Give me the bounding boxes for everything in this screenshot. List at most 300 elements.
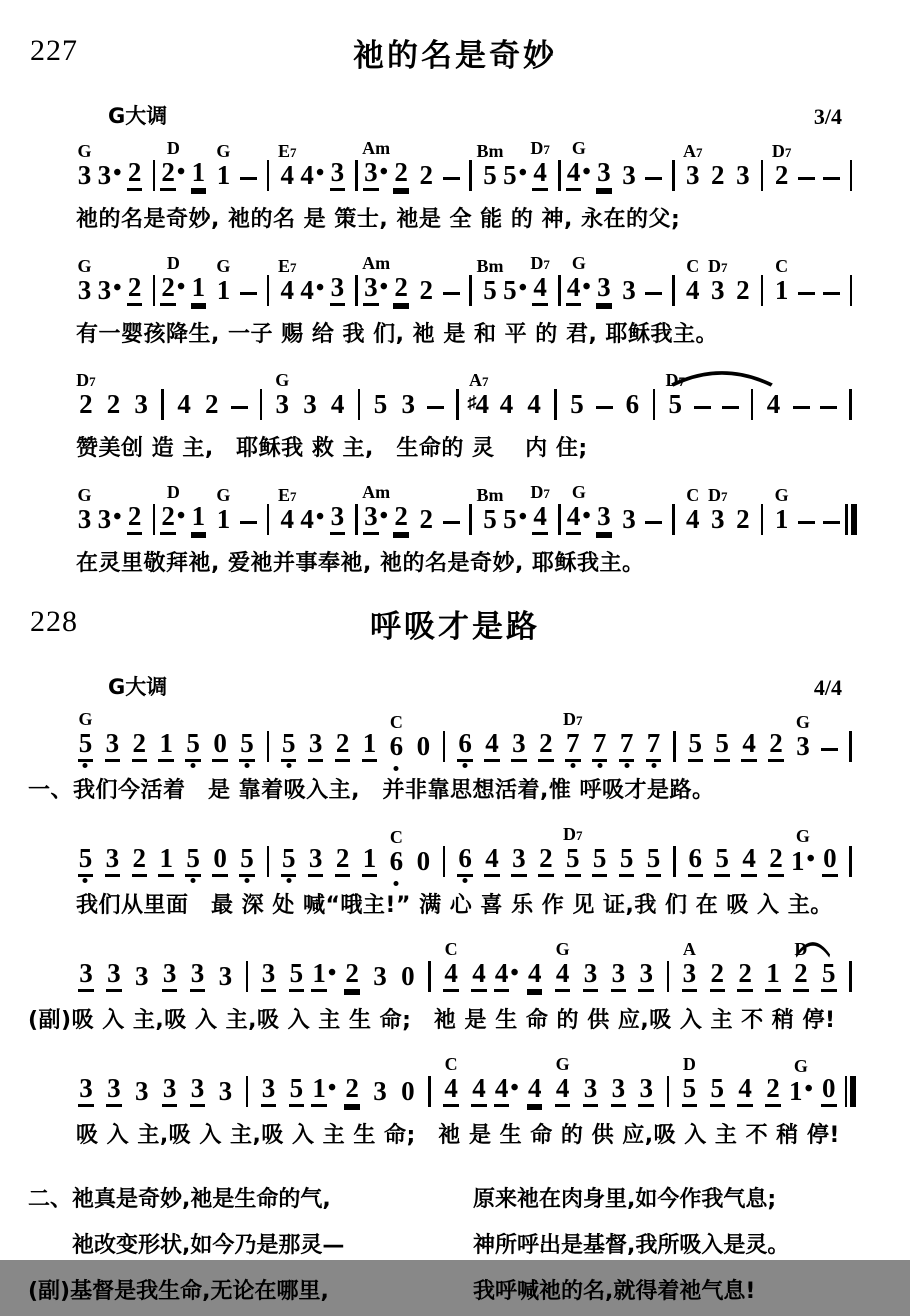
note: 6 (452, 730, 479, 762)
chord-label: C (775, 256, 789, 276)
dotted-note-dot: • (315, 160, 325, 186)
note: C 1 (774, 256, 789, 305)
note: 3 (134, 389, 148, 419)
note: 3 (302, 845, 329, 877)
note: 1 (759, 960, 787, 992)
note: 3 (622, 160, 636, 190)
hymn-title: 呼吸才是路 (370, 609, 540, 645)
chord-label: G (571, 138, 586, 158)
note: 2 (711, 160, 725, 190)
note: 3 (99, 730, 126, 762)
barline (844, 275, 858, 306)
low-octave-dot (191, 878, 196, 883)
note: G 4 • (566, 274, 591, 306)
music-system (0, 249, 910, 348)
dotted-note-dot: • (582, 274, 591, 300)
note: 5 (815, 960, 843, 992)
dash-continuation (641, 521, 666, 535)
verse-line: 二、祂真是奇妙,祂是生命的气, (28, 1187, 331, 1212)
dotted-note-dot: • (510, 1075, 519, 1101)
note: 2 (736, 275, 750, 305)
dash-mark (823, 521, 840, 524)
note: E7 4 (278, 485, 297, 534)
note: C 4 (686, 256, 700, 305)
chord-label: G (77, 141, 92, 161)
dash-continuation (787, 406, 815, 420)
note: D7 4 (528, 274, 553, 306)
dash-mark (443, 292, 460, 295)
dotted-note-dot: • (518, 275, 527, 301)
notation-line (72, 478, 858, 544)
chord-label: Am (362, 138, 391, 158)
chord-label: D7 (563, 824, 583, 844)
dotted-note-dot: • (176, 503, 186, 529)
note: 1 • (310, 960, 338, 992)
note: C 6 (383, 733, 410, 762)
dash-continuation (439, 177, 464, 191)
note: 3 (72, 1075, 100, 1107)
barline (147, 275, 161, 306)
low-octave-dot (286, 763, 291, 768)
dotted-note-dot: • (379, 503, 389, 529)
chord-label: G (555, 1054, 570, 1074)
note: G 1 • (788, 1056, 813, 1106)
low-octave-dot (463, 763, 468, 768)
chord-label: D7 (530, 138, 550, 158)
dotted-note-dot: • (379, 274, 389, 300)
note: 3 (577, 1075, 605, 1107)
lyrics-line: (副)吸 入 主,吸 入 主,吸 入 主 生 命; 祂 是 生 命 的 供 应,吸 入 主 不 稍 停! (28, 1008, 836, 1033)
dash-continuation (689, 406, 717, 420)
dotted-note-dot: • (327, 1075, 337, 1101)
note: 4 (479, 730, 506, 762)
note: 3 (401, 389, 415, 419)
note: 4 • (493, 1075, 521, 1107)
note: 2 (731, 960, 759, 992)
note: 1 (186, 503, 211, 535)
dash-mark (798, 521, 815, 524)
low-octave-dot (286, 878, 291, 883)
barline (755, 504, 769, 535)
chord-label: D (794, 939, 808, 959)
music-system (0, 478, 910, 577)
final-barline (844, 504, 858, 535)
barline (437, 731, 452, 762)
note: 3 (577, 960, 605, 992)
dotted-note-dot: • (379, 159, 389, 185)
dash-mark (596, 406, 613, 409)
note: 3 (622, 275, 636, 305)
barline (666, 275, 680, 306)
barline (260, 846, 275, 877)
chord-label: Bm (476, 485, 504, 505)
note: D 5 (675, 1075, 703, 1107)
note: 5 (234, 845, 261, 877)
note: G 1 (216, 141, 231, 190)
note: 1 (186, 274, 211, 306)
dash-continuation (439, 521, 464, 535)
note: 5 (72, 845, 99, 877)
lyrics-line: 有一婴孩降生, 一子 赐 给 我 们, 祂 是 和 平 的 君, 耶稣我主。 (76, 322, 718, 347)
note: G 3 (275, 370, 290, 419)
note: G 4 • (566, 159, 591, 191)
note: E7 4 (278, 141, 297, 190)
note: 4 • (300, 160, 325, 190)
note: 2 (126, 730, 153, 762)
barline (553, 275, 567, 306)
note: 2 (759, 1075, 787, 1107)
note: 6 (452, 845, 479, 877)
note: 2 (329, 730, 356, 762)
dash-mark (240, 521, 257, 524)
note: Bm 5 (476, 485, 504, 534)
notation-line (72, 935, 858, 1001)
note: 3 (156, 1075, 184, 1107)
chord-label: D7 (530, 482, 550, 502)
dash-continuation (819, 177, 844, 191)
note: 4 • (493, 960, 521, 992)
dash-mark (443, 177, 460, 180)
key-signature: G大调 (108, 104, 168, 128)
dash-mark (240, 177, 257, 180)
notation-line (72, 249, 858, 315)
key-signature: G大调 (108, 675, 168, 699)
note: 3 (591, 274, 616, 306)
time-signature: 4/4 (813, 675, 842, 700)
note: 2 (736, 504, 750, 534)
note: A 3 (675, 960, 703, 992)
note: D 2 (787, 960, 815, 992)
note: Am 3 • (364, 274, 389, 306)
dotted-note-dot: • (176, 274, 186, 300)
low-octave-dot (651, 763, 656, 768)
dash-mark (645, 521, 662, 524)
note: Am 3 • (364, 159, 389, 191)
note: 3 (72, 960, 100, 992)
dash-continuation (641, 177, 666, 191)
chord-label: E7 (278, 256, 297, 276)
barline (744, 389, 759, 420)
chord-label: G (774, 485, 789, 505)
barline (147, 504, 161, 535)
chord-label: G (77, 256, 92, 276)
note: 3 (604, 960, 632, 992)
chord-label: C (444, 1054, 458, 1074)
dash-mark (823, 177, 840, 180)
barline (351, 389, 366, 420)
chord-label: C (389, 712, 403, 732)
dash-continuation (794, 292, 819, 306)
dotted-note-dot: • (518, 504, 527, 530)
notation-line (72, 134, 858, 200)
note: 4 (330, 389, 345, 419)
note: 2 (419, 160, 433, 190)
note: G 1 • (790, 826, 815, 876)
lyrics-line: 我们从里面 最 深 处 喊“哦主!” 满 心 喜 乐 作 见 证,我 们 在 吸 入 主。 (76, 893, 833, 918)
note: 1 (186, 159, 211, 191)
chord-label: G (275, 370, 290, 390)
note: G 4 • (566, 503, 591, 535)
note: 2 (532, 845, 559, 877)
rest-note: 0 (401, 961, 415, 991)
rest-note: 0 (416, 846, 431, 876)
dotted-note-dot: • (113, 160, 122, 186)
note: D 2 • (161, 274, 186, 306)
note: 2 (338, 960, 366, 992)
dash-mark (820, 406, 837, 409)
chord-label: Am (362, 253, 391, 273)
barline (350, 504, 364, 535)
hymn-228 (0, 601, 910, 1316)
chord-label: G (793, 1056, 808, 1076)
chord-label: A7 (469, 370, 489, 390)
note: 7 (640, 730, 667, 762)
chord-label: D (166, 138, 180, 158)
music-system (0, 134, 910, 233)
chord-label: D7 (665, 370, 685, 390)
low-octave-dot (394, 766, 399, 771)
note: 3 (604, 1075, 632, 1107)
note: C 4 (437, 960, 465, 992)
music-system (0, 935, 910, 1034)
final-barline (843, 1076, 858, 1107)
note: 3 (373, 961, 387, 991)
lyrics-line: 在灵里敬拜祂, 爱祂并事奉祂, 祂的名是奇妙, 耶稣我主。 (76, 551, 645, 576)
barline (261, 160, 275, 191)
note: 4 (736, 845, 763, 877)
note: D7 2 (76, 370, 96, 419)
chord-label: G (571, 482, 586, 502)
note: 4 • (300, 275, 325, 305)
note: D7 3 (708, 256, 728, 305)
note: D 2 • (161, 503, 186, 535)
chord-label: D (166, 253, 180, 273)
note: 2 (532, 730, 559, 762)
note: 3 (325, 159, 350, 191)
note: 6 (682, 845, 709, 877)
note: 1 (153, 730, 180, 762)
note: 5 (282, 1075, 310, 1107)
chord-label: Bm (476, 256, 504, 276)
note: 5 (570, 389, 584, 419)
note: D7 3 (708, 485, 728, 534)
key-row (108, 100, 842, 130)
dotted-note-dot: • (176, 159, 186, 185)
note: 4 • (300, 504, 325, 534)
barline (239, 1076, 254, 1107)
lyrics-line: 一、我们今活着 是 靠着吸入主, 并非靠思想活着,惟 呼吸才是路。 (28, 778, 715, 803)
dash-continuation (641, 292, 666, 306)
verse-line: (副)基督是我生命,无论在哪里, (28, 1279, 329, 1305)
music-system (0, 820, 910, 919)
note: 4 (731, 1075, 759, 1107)
note: G 1 (774, 485, 789, 534)
note: G 4 (549, 1075, 577, 1107)
hymn-header (0, 30, 910, 84)
notation-line (72, 1050, 858, 1116)
chord-label: C (686, 256, 700, 276)
chord-label: A7 (683, 141, 703, 161)
barline (844, 160, 858, 191)
note: C 6 (383, 848, 410, 877)
dotted-note-dot: • (582, 159, 591, 185)
dash-mark (823, 292, 840, 295)
chord-label: D7 (530, 253, 550, 273)
lyrics-line: 赞美创 造 主, 耶稣我 救 主, 生命的 灵 内 住; (76, 436, 588, 461)
barline (450, 389, 465, 420)
dash-mark (722, 406, 739, 409)
low-octave-dot (463, 878, 468, 883)
note: 3 (134, 1076, 149, 1106)
note: 3 (591, 503, 616, 535)
barline (437, 846, 452, 877)
rest-note: 0 (815, 1075, 843, 1107)
dash-mark (793, 406, 810, 409)
note: D7 2 (771, 141, 792, 190)
low-octave-dot (83, 878, 88, 883)
note: 1 • (310, 1075, 338, 1107)
chord-label: E7 (278, 485, 297, 505)
note: 3 (255, 1075, 283, 1107)
chord-label: G (216, 141, 231, 161)
verse-line: 神所呼出是基督,我所吸入是灵。 (473, 1233, 790, 1259)
barline (843, 961, 858, 992)
barline (553, 160, 567, 191)
low-octave-dot (244, 878, 249, 883)
note: G 3 (795, 712, 810, 761)
dash-continuation (439, 292, 464, 306)
rest-note: 0 (416, 731, 431, 761)
note: 2 (106, 389, 121, 419)
low-octave-dot (83, 763, 88, 768)
note: 5 (275, 730, 302, 762)
barline (666, 160, 680, 191)
note: C 4 (437, 1075, 465, 1107)
note: G 3 (77, 256, 92, 305)
note: 5 (709, 730, 736, 762)
barline (646, 389, 661, 420)
dash-mark (443, 521, 460, 524)
note: 2 (122, 274, 147, 306)
note: 2 (703, 960, 731, 992)
dash-continuation (226, 406, 254, 420)
note: 4 (499, 389, 514, 419)
chord-label: D7 (771, 141, 792, 161)
note: 7 (613, 730, 640, 762)
rest-note: 0 (207, 730, 234, 762)
note: 3 (218, 1076, 233, 1106)
verse-line: 祂改变形状,如今乃是那灵— (28, 1233, 345, 1259)
note: 3 (255, 960, 283, 992)
dash-mark (694, 406, 711, 409)
note: 2 (419, 275, 433, 305)
note: 5 (613, 845, 640, 877)
note: 2 (338, 1075, 366, 1107)
chord-label: E7 (278, 141, 297, 161)
chord-label: G (795, 826, 810, 846)
dotted-note-dot: • (510, 960, 519, 986)
chord-label: C (389, 827, 403, 847)
dash-continuation (717, 406, 745, 420)
chord-label: G (555, 939, 570, 959)
rest-note: 0 (401, 1076, 415, 1106)
chord-label: C (686, 485, 700, 505)
note: D7 4 (528, 159, 553, 191)
note: 3 (100, 1075, 128, 1107)
dash-continuation (236, 292, 261, 306)
barline (253, 389, 268, 420)
note: 3 (373, 1076, 387, 1106)
note: 5 (282, 960, 310, 992)
chord-label: G (795, 712, 810, 732)
barline (843, 389, 858, 420)
note: 5 (234, 730, 261, 762)
tie-group (661, 370, 787, 420)
dash-mark (645, 177, 662, 180)
note: 4 (521, 1075, 549, 1107)
note: 2 (763, 730, 790, 762)
note: 5 (682, 730, 709, 762)
note: G 3 (77, 485, 92, 534)
note: 2 (204, 389, 219, 419)
hymn-number: 227 (30, 34, 78, 67)
note: 5 (275, 845, 302, 877)
note: 4 (177, 389, 191, 419)
note: 2 (122, 159, 147, 191)
note: 3 (505, 730, 532, 762)
note: 3 (134, 961, 149, 991)
note: 3 • (97, 504, 122, 534)
note: D7 5 (559, 845, 586, 877)
barline (666, 504, 680, 535)
chord-label: G (77, 485, 92, 505)
note: 4 (465, 1075, 493, 1107)
rest-note: 0 (816, 845, 843, 877)
note: C 4 (686, 485, 700, 534)
note: 1 (356, 845, 383, 877)
notation-line (72, 364, 858, 429)
chord-label: A (682, 939, 696, 959)
dash-continuation (236, 521, 261, 535)
barline (239, 961, 254, 992)
dash-mark (798, 292, 815, 295)
chord-label: D (682, 1054, 696, 1074)
note: 5 (180, 845, 207, 877)
note: 2 (389, 503, 414, 535)
note: 4 (766, 389, 781, 419)
time-signature: 3/4 (813, 104, 842, 129)
low-octave-dot (244, 763, 249, 768)
note: G 1 (216, 485, 231, 534)
note: 5 • (503, 504, 527, 534)
note: 3 (736, 160, 750, 190)
music-system (0, 705, 910, 804)
note: G 4 (549, 960, 577, 992)
note: 2 (122, 503, 147, 535)
dotted-note-dot: • (804, 1076, 813, 1102)
barline (755, 275, 769, 306)
chord-label: G (571, 253, 586, 273)
barline (667, 846, 682, 877)
barline (155, 389, 170, 420)
dotted-note-dot: • (315, 275, 325, 301)
note: 2 (389, 159, 414, 191)
key-row (108, 671, 842, 701)
dotted-note-dot: • (315, 504, 325, 530)
chord-label: D7 (708, 485, 728, 505)
note: 4 (527, 389, 541, 419)
note: 5 (709, 845, 736, 877)
